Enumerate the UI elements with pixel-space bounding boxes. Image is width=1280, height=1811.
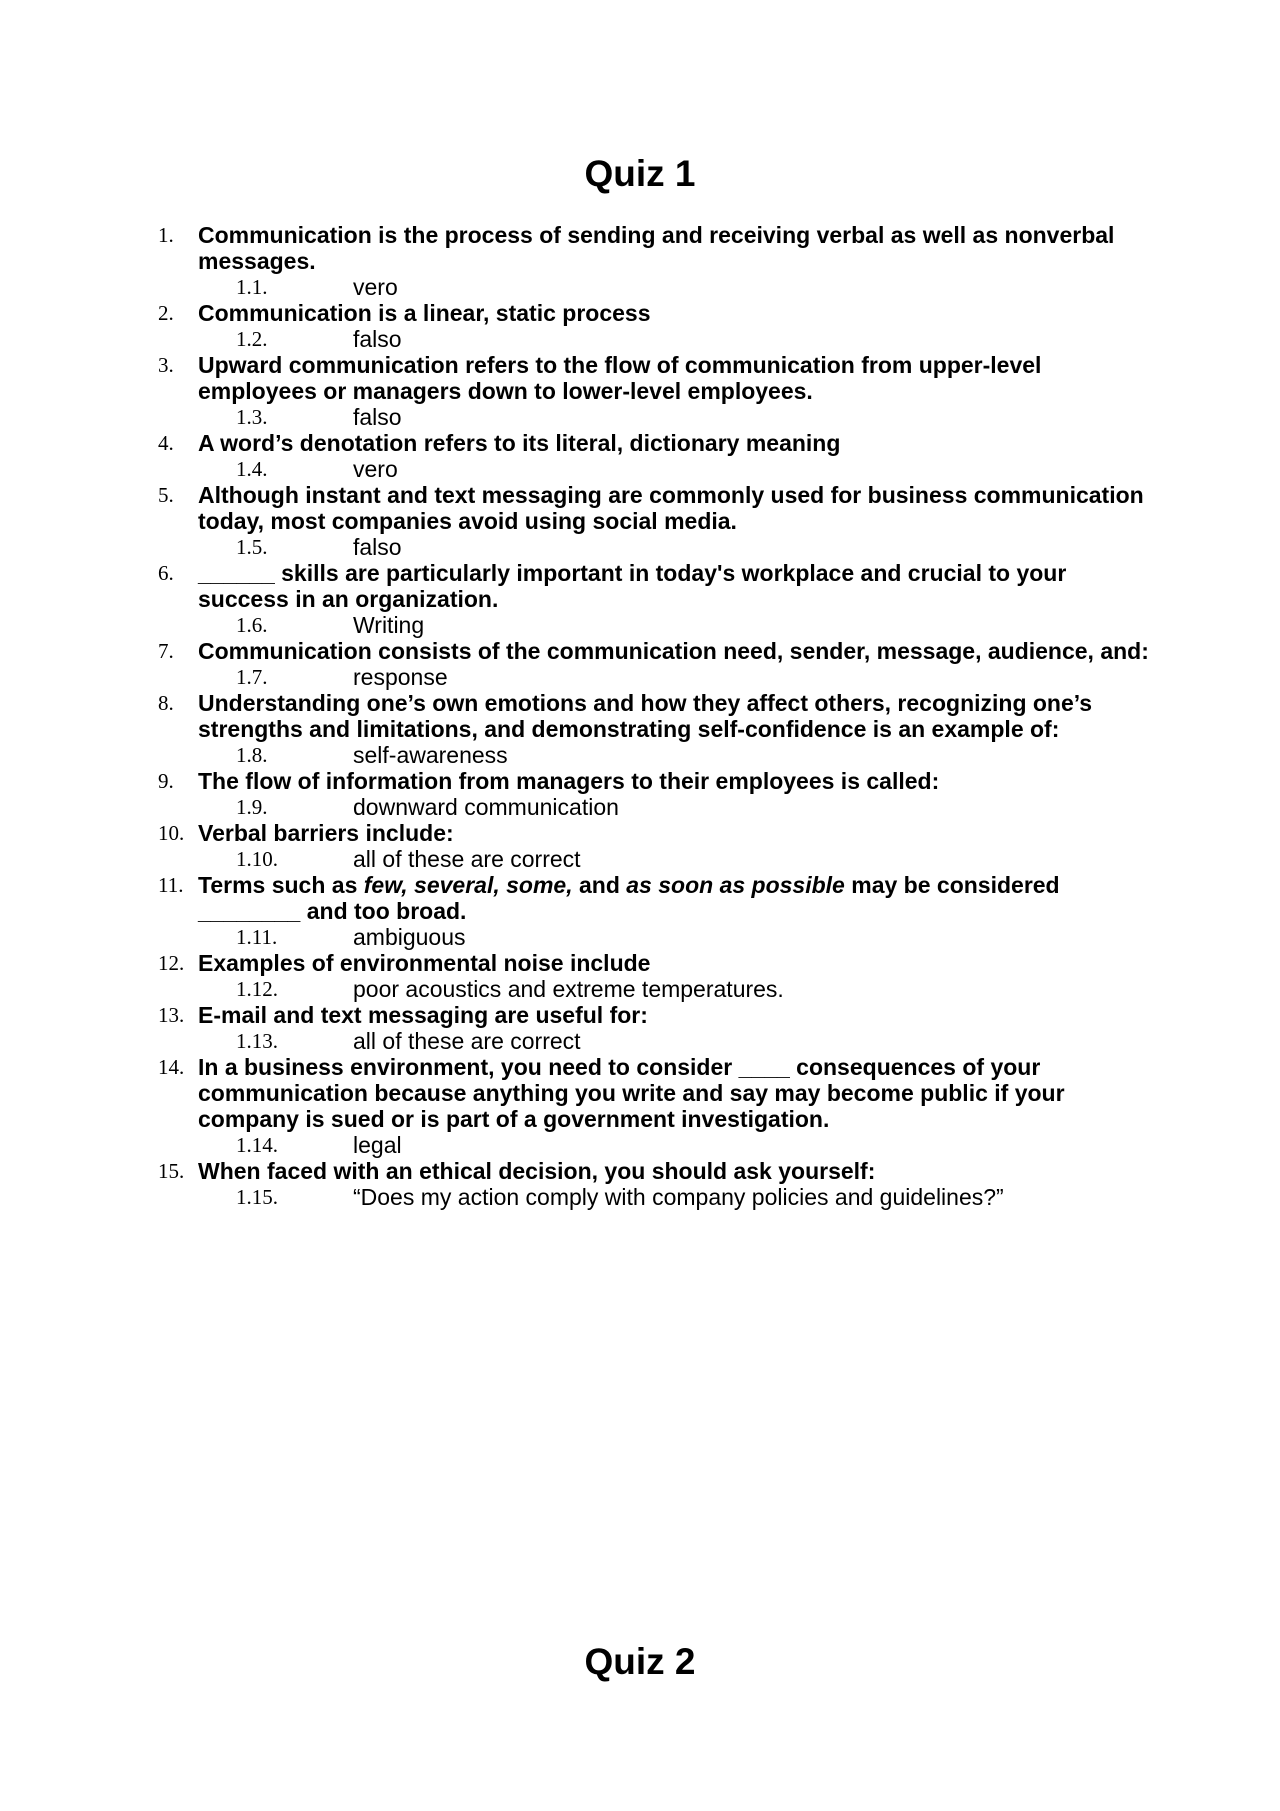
answer-text: downward communication xyxy=(353,794,619,820)
question-text: When faced with an ethical decision, you should ask yourself: xyxy=(198,1158,876,1184)
question-text-italic: few, several, some, xyxy=(363,872,573,898)
answer-item xyxy=(0,274,1280,300)
question-item xyxy=(0,352,1280,404)
answer-number: 1.15. xyxy=(236,1185,278,1209)
question-text-part: may be considered ________ and too broad. xyxy=(198,872,1060,924)
question-item xyxy=(0,1054,1280,1132)
question-number: 2. xyxy=(158,301,174,325)
answer-item xyxy=(0,1132,1280,1158)
question-number: 7. xyxy=(158,639,174,663)
answer-number: 1.1. xyxy=(236,275,268,299)
question-text-italic: as soon as possible xyxy=(626,872,845,898)
question-text: Communication is the process of sending and receiving verbal as well as nonverbal messages. xyxy=(198,222,1115,274)
question-number: 11. xyxy=(158,873,184,897)
answer-number: 1.3. xyxy=(236,405,268,429)
answer-item xyxy=(0,612,1280,638)
answer-item xyxy=(0,1184,1280,1210)
answer-item xyxy=(0,794,1280,820)
question-text: ______ skills are particularly important in today's workplace and crucial to your success in an organization. xyxy=(198,560,1067,612)
question-text: In a business environment, you need to consider ____ consequences of your communication because anything you write and say may become public if your company is sued or is part of a government investigation. xyxy=(198,1054,1065,1132)
answer-text: Writing xyxy=(353,612,425,638)
question-number: 5. xyxy=(158,483,174,507)
answer-number: 1.8. xyxy=(236,743,268,767)
answer-text: all of these are correct xyxy=(353,1028,581,1054)
answer-item xyxy=(0,976,1280,1002)
answer-item xyxy=(0,326,1280,352)
answer-text: falso xyxy=(353,534,402,560)
question-text: Upward communication refers to the flow of communication from upper-level employees or managers down to lower-level employees. xyxy=(198,352,1042,404)
answer-text: vero xyxy=(353,274,398,300)
answer-item xyxy=(0,924,1280,950)
question-item xyxy=(0,560,1280,612)
question-text xyxy=(198,872,1060,924)
question-number: 6. xyxy=(158,561,174,585)
answer-text: all of these are correct xyxy=(353,846,581,872)
answer-text: vero xyxy=(353,456,398,482)
question-number: 12. xyxy=(158,951,185,975)
question-text: Verbal barriers include: xyxy=(198,820,454,846)
question-text-part: Terms such as xyxy=(198,872,364,898)
answer-number: 1.4. xyxy=(236,457,268,481)
question-item xyxy=(0,300,1280,326)
quiz-question-list xyxy=(0,222,1280,1210)
answer-text: legal xyxy=(353,1132,402,1158)
answer-number: 1.2. xyxy=(236,327,268,351)
question-number: 10. xyxy=(158,821,185,845)
answer-text: “Does my action comply with company policies and guidelines?” xyxy=(353,1184,1004,1210)
question-text: Although instant and text messaging are commonly used for business communication today, most companies avoid using social media. xyxy=(198,482,1144,534)
answer-number: 1.10. xyxy=(236,847,278,871)
question-number: 3. xyxy=(158,353,174,377)
page-title: Quiz 2 xyxy=(584,1641,696,1682)
answer-item xyxy=(0,1028,1280,1054)
question-item xyxy=(0,820,1280,846)
question-text: E-mail and text messaging are useful for: xyxy=(198,1002,648,1028)
question-item xyxy=(0,872,1280,924)
answer-number: 1.13. xyxy=(236,1029,278,1053)
answer-text: self-awareness xyxy=(353,742,508,768)
question-number: 13. xyxy=(158,1003,185,1027)
question-text: Understanding one’s own emotions and how they affect others, recognizing one’s strengths and limitations, and demonstrating self-confidence is an example of: xyxy=(198,690,1093,742)
answer-text: ambiguous xyxy=(353,924,466,950)
question-number: 14. xyxy=(158,1055,185,1079)
answer-item xyxy=(0,404,1280,430)
question-item xyxy=(0,690,1280,742)
answer-item xyxy=(0,534,1280,560)
answer-text: response xyxy=(353,664,448,690)
question-number: 9. xyxy=(158,769,174,793)
question-text: A word’s denotation refers to its literal, dictionary meaning xyxy=(198,430,841,456)
answer-text: falso xyxy=(353,404,402,430)
question-number: 4. xyxy=(158,431,174,455)
question-number: 8. xyxy=(158,691,174,715)
question-text: Communication is a linear, static process xyxy=(198,300,651,326)
question-number: 15. xyxy=(158,1159,185,1183)
answer-number: 1.12. xyxy=(236,977,278,1001)
page-title: Quiz 1 xyxy=(584,153,696,194)
question-text-part: and xyxy=(572,872,627,898)
question-item xyxy=(0,768,1280,794)
question-item xyxy=(0,638,1280,664)
question-item xyxy=(0,1002,1280,1028)
answer-text: falso xyxy=(353,326,402,352)
question-item xyxy=(0,482,1280,534)
answer-text: poor acoustics and extreme temperatures. xyxy=(353,976,784,1002)
question-text: Examples of environmental noise include xyxy=(198,950,651,976)
answer-item xyxy=(0,846,1280,872)
answer-item xyxy=(0,742,1280,768)
answer-number: 1.5. xyxy=(236,535,268,559)
answer-number: 1.14. xyxy=(236,1133,278,1157)
answer-item xyxy=(0,664,1280,690)
answer-number: 1.7. xyxy=(236,665,268,689)
question-number: 1. xyxy=(158,223,174,247)
answer-number: 1.6. xyxy=(236,613,268,637)
question-item xyxy=(0,1158,1280,1184)
question-item xyxy=(0,430,1280,456)
answer-item xyxy=(0,456,1280,482)
question-item xyxy=(0,950,1280,976)
answer-number: 1.11. xyxy=(236,925,278,949)
question-text: The flow of information from managers to their employees is called: xyxy=(198,768,940,794)
question-text: Communication consists of the communication need, sender, message, audience, and: xyxy=(198,638,1149,664)
answer-number: 1.9. xyxy=(236,795,268,819)
question-item xyxy=(0,222,1280,274)
